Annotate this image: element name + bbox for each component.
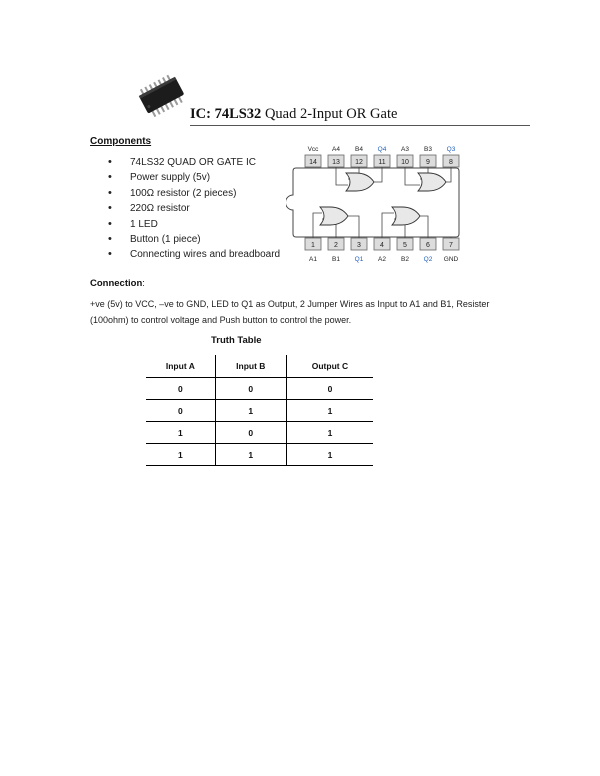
page-title <box>190 106 397 123</box>
pin-number-top: 8 <box>449 159 453 166</box>
connection-heading-text: Connection <box>90 278 143 289</box>
pin-label-bottom: Q2 <box>423 256 433 263</box>
table-row <box>146 444 373 466</box>
connection-text: +ve (5v) to VCC, –ve to GND, LED to Q1 as Output, 2 Jumper Wires as Input to A1 and B1, Resister (100ohm) to control voltage and Push button to control the power. <box>90 299 490 325</box>
table-cell: 0 <box>146 400 215 422</box>
list-item: • 220Ω resistor <box>108 201 280 216</box>
pin-number-top: 10 <box>401 159 409 166</box>
title-divider <box>190 125 530 126</box>
pin-number-top: 9 <box>426 159 430 166</box>
pin-label-bottom: A2 <box>378 256 386 263</box>
column-header: Output C <box>286 355 373 378</box>
pin-label-bottom: A1 <box>309 256 317 263</box>
table-cell: 1 <box>215 400 286 422</box>
table-cell: 1 <box>286 422 373 444</box>
table-cell: 0 <box>286 378 373 400</box>
pin-label-top: Q4 <box>377 146 387 153</box>
pin-number-bottom: 1 <box>311 242 315 249</box>
ic-chip-image <box>136 72 188 118</box>
table-row <box>146 400 373 422</box>
pin-number-top: 13 <box>332 159 340 166</box>
pin-label-bottom: Q1 <box>354 256 364 263</box>
pin-label-top: B3 <box>424 146 432 153</box>
table-cell: 0 <box>215 378 286 400</box>
truth-table <box>146 355 373 466</box>
truth-table-title: Truth Table <box>211 335 262 346</box>
list-item: • 1 LED <box>108 217 280 232</box>
pin-number-bottom: 3 <box>357 242 361 249</box>
table-cell: 1 <box>146 422 215 444</box>
table-header-row <box>146 355 373 378</box>
column-header: Input B <box>215 355 286 378</box>
pin-number-top: 12 <box>355 159 363 166</box>
pin-number-bottom: 7 <box>449 242 453 249</box>
pin-number-top: 14 <box>309 159 317 166</box>
pin-label-bottom: GND <box>443 256 459 263</box>
connection-heading <box>90 278 145 289</box>
pin-label-bottom: B2 <box>401 256 409 263</box>
pin-label-top: B4 <box>355 146 363 153</box>
table-cell: 1 <box>146 444 215 466</box>
table-row <box>146 378 373 400</box>
list-item: • 100Ω resistor (2 pieces) <box>108 186 280 201</box>
column-header: Input A <box>146 355 215 378</box>
connection-heading-colon: : <box>142 278 145 289</box>
table-cell: 1 <box>286 444 373 466</box>
list-item: • Button (1 piece) <box>108 232 280 247</box>
title-part-number: IC: 74LS32 <box>190 106 262 122</box>
table-cell: 1 <box>286 400 373 422</box>
components-list <box>108 155 280 263</box>
pin-number-bottom: 4 <box>380 242 384 249</box>
pin-number-bottom: 6 <box>426 242 430 249</box>
table-cell: 0 <box>146 378 215 400</box>
pin-label-top: A4 <box>332 146 340 153</box>
table-cell: 1 <box>215 444 286 466</box>
pin-label-top: A3 <box>401 146 409 153</box>
pinout-diagram <box>286 143 466 265</box>
pin-label-top: Vcc <box>307 146 319 153</box>
list-item: • 74LS32 QUAD OR GATE IC <box>108 155 280 170</box>
list-item: • Connecting wires and breadboard <box>108 247 280 262</box>
pin-label-top: Q3 <box>446 146 456 153</box>
list-item: • Power supply (5v) <box>108 170 280 185</box>
components-heading: Components <box>90 136 152 147</box>
table-row <box>146 422 373 444</box>
pin-number-top: 11 <box>378 159 386 166</box>
pin-number-bottom: 5 <box>403 242 407 249</box>
pin-label-bottom: B1 <box>332 256 340 263</box>
pin-number-bottom: 2 <box>334 242 338 249</box>
title-description: Quad 2-Input OR Gate <box>261 106 398 122</box>
table-cell: 0 <box>215 422 286 444</box>
